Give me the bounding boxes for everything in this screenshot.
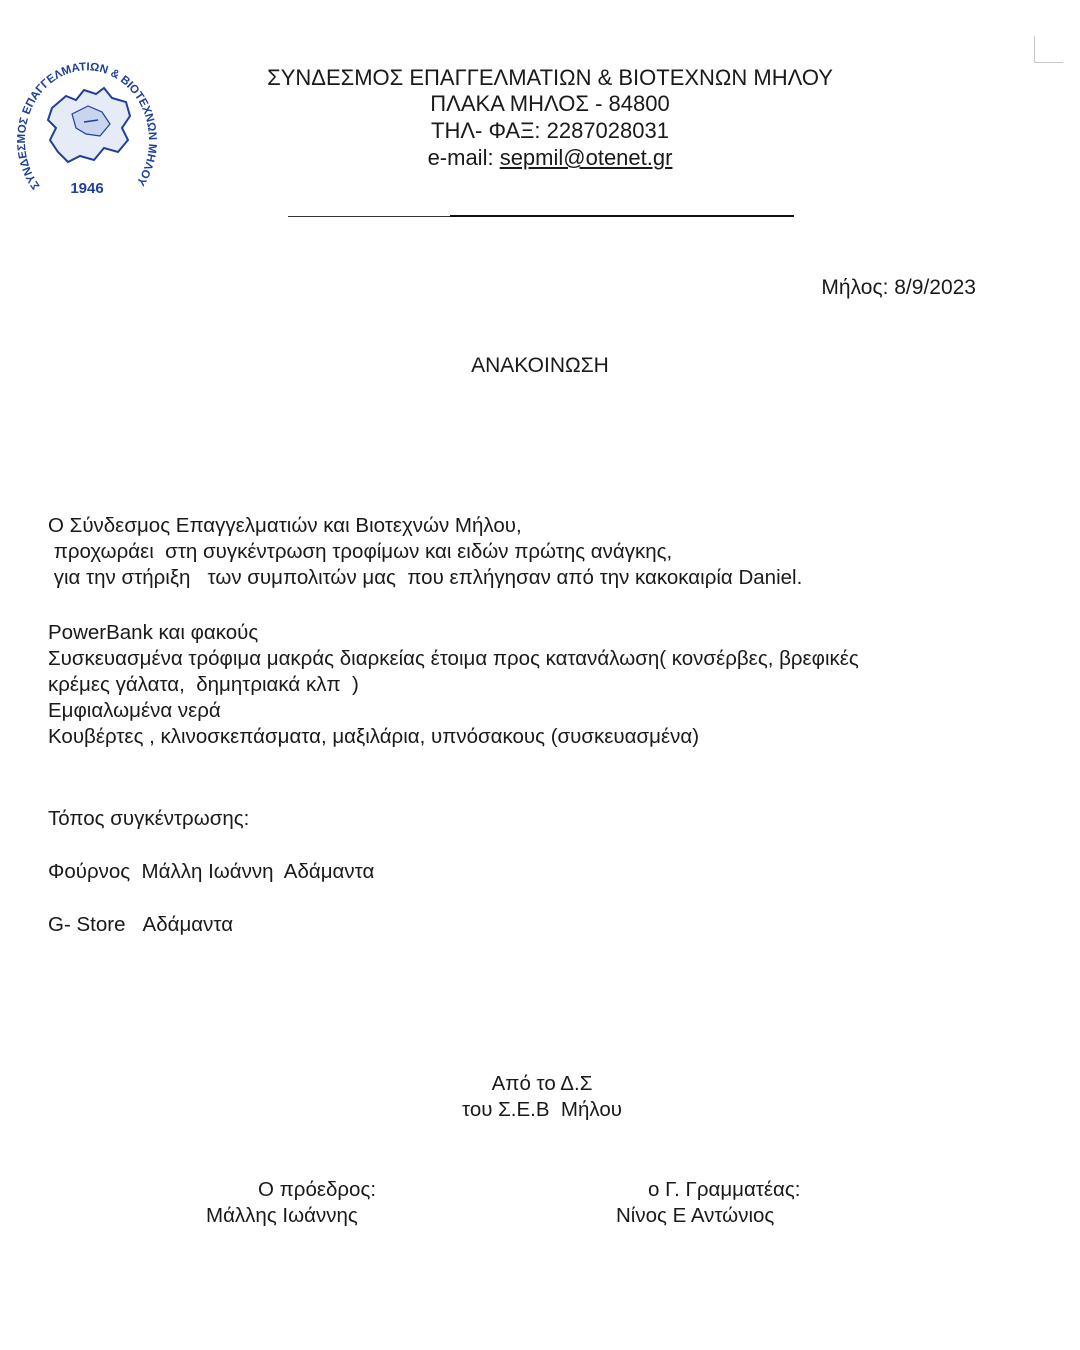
org-name: ΣΥΝΔΕΣΜΟΣ ΕΠΑΓΓΕΛΜΑΤΙΩΝ & ΒΙΟΤΕΧΝΩΝ ΜΗΛΟΥ bbox=[267, 65, 833, 90]
document-title: ΑΝΑΚΟΙΝΩΣΗ bbox=[471, 354, 609, 377]
association-logo bbox=[14, 36, 160, 206]
president-title: Ο πρόεδρος: bbox=[258, 1178, 377, 1201]
intro-line: Ο Σύνδεσμος Επαγγελματιών και Βιοτεχνών Μήλου, bbox=[48, 514, 522, 537]
page-corner-mark bbox=[1034, 36, 1063, 63]
president-name: Μάλλης Ιωάννης bbox=[206, 1204, 358, 1227]
collection-place: Φούρνος Μάλλη Ιωάννη Αδάμαντα bbox=[48, 860, 375, 883]
logo-year: 1946 bbox=[70, 180, 104, 197]
header-rule-thick bbox=[450, 215, 794, 217]
document-date: Μήλος: 8/9/2023 bbox=[821, 276, 976, 299]
list-item: κρέμες γάλατα, δημητριακά κλπ ) bbox=[48, 673, 359, 696]
list-item: Εμφιαλωμένα νερά bbox=[48, 699, 221, 722]
org-email-line bbox=[220, 145, 880, 171]
secretary-title: ο Γ. Γραμματέας: bbox=[648, 1178, 801, 1201]
logo-seal-graphic bbox=[14, 36, 160, 206]
list-item: Κουβέρτες , κλινοσκεπάσματα, μαξιλάρια, υπνόσακους (συσκευασμένα) bbox=[48, 725, 700, 748]
list-item: PowerBank και φακούς bbox=[48, 621, 259, 644]
collection-label: Τόπος συγκέντρωσης: bbox=[48, 807, 250, 830]
logo-ring-text: ΣΥΝΔΕΣΜΟΣ ΕΠΑΓΓΕΛΜΑΤΙΩΝ & ΒΙΟΤΕΧΝΩΝ ΜΗΛΟΥ bbox=[15, 61, 159, 192]
header-rule-thin bbox=[288, 216, 450, 217]
org-address: ΠΛΑΚΑ ΜΗΛΟΣ - 84800 bbox=[430, 91, 670, 116]
email-link[interactable]: sepmil@otenet.gr bbox=[499, 145, 673, 170]
board-line-1: Από το Δ.Σ bbox=[491, 1072, 593, 1095]
intro-line: για την στήριξη των συμπολιτών μας που επλήγησαν από την κακοκαιρία Daniel. bbox=[48, 566, 803, 589]
secretary-name: Νίνος Ε Αντώνιος bbox=[616, 1204, 775, 1227]
board-line-2: του Σ.Ε.Β Μήλου bbox=[462, 1098, 622, 1121]
collection-place: G- Store Αδάμαντα bbox=[48, 913, 234, 936]
intro-paragraph bbox=[48, 513, 802, 591]
intro-line: προχωράει στη συγκέντρωση τροφίμων και ειδών πρώτης ανάγκης, bbox=[48, 540, 673, 563]
items-list bbox=[48, 620, 859, 750]
list-item: Συσκευασμένα τρόφιμα μακράς διαρκείας έτοιμα προς κατανάλωση( κονσέρβες, βρεφικές bbox=[48, 647, 859, 670]
email-label: e-mail: bbox=[427, 145, 500, 170]
org-phone: ΤΗΛ- ΦΑΞ: 2287028031 bbox=[431, 118, 669, 143]
